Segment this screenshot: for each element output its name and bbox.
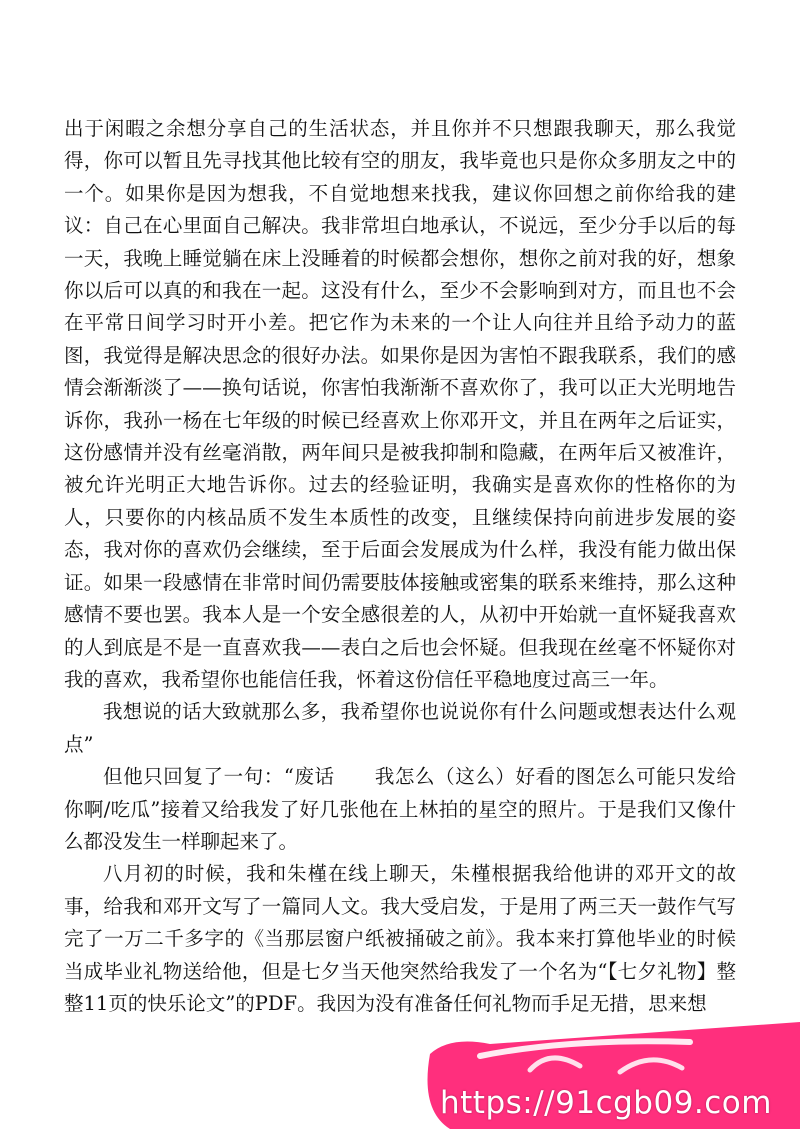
text-line: 在两年之后证实，这份感情并没有丝毫消散，两年间只是被我抑制和隐藏， bbox=[64, 408, 736, 465]
text-line: 整整11页的快乐论文”的PDF。我因为没有准备任何礼物而手足无措，思来想 bbox=[64, 959, 736, 1015]
text-line: 但他只回复了一句：“废话 我怎么（这么）好看的图怎么可能只发给你 bbox=[64, 765, 736, 821]
text-line: 系，我们的感情会渐渐淡了——换句话说，你害怕我渐渐不喜欢你了，我可 bbox=[64, 343, 736, 400]
text-line: 八月初的时候，我和朱槿在线上聊天，朱槿根据我给他讲的邓开文的故 bbox=[103, 862, 736, 886]
text-line: 事，给我和邓开文写了一篇同人文。我大受启发，于是用了两三天一鼓作气 bbox=[64, 894, 717, 918]
text-line: 喜欢你的性格你的为人，只要你的内核品质不发生本质性的改变，且继续保 bbox=[64, 473, 736, 529]
text-line: 么都没发生一样聊起来了。 bbox=[64, 829, 299, 853]
text-line: 啊/吃瓜”接着又给我发了好几张他在上林拍的星空的照片。于是我们又像什 bbox=[83, 797, 736, 821]
text-line: 疑。但我现在丝毫不怀疑你对我的喜欢，我希望你也能信任我，怀着这份信 bbox=[64, 635, 736, 691]
watermark bbox=[420, 1000, 800, 1129]
text-line: 好，想象你以后可以真的和我在一起。这没有什么，至少不会影响到对方， bbox=[64, 246, 736, 303]
text-line: 任平稳地度过高三一年。 bbox=[454, 667, 669, 691]
text-line: 予动力的蓝图，我觉得是解决思念的很好办法。如果你是因为害怕不跟我联 bbox=[64, 311, 736, 367]
text-line: 初中开始就一直怀疑我喜欢的人到底是不是一直喜欢我——表白之后也会怀 bbox=[64, 603, 736, 659]
paragraph bbox=[64, 761, 736, 858]
text-line: 候当成毕业礼物送给他，但是七夕当天他突然给我发了一个名为“【七夕礼物】 bbox=[64, 927, 736, 983]
watermark-url: https://91cgb09.com bbox=[440, 1085, 772, 1121]
text-line: 持向前进步发展的姿态，我对你的喜欢仍会继续，至于后面会发展成为什么 bbox=[64, 505, 736, 562]
paragraph bbox=[64, 858, 736, 1020]
text-line: 出于闲暇之余想分享自己的生活状态，并且你并不只想跟我聊天，那么我觉 bbox=[64, 117, 736, 140]
text-line: 我想说的话大致就那么多，我希望你也说说你有什么问题或想表达什么 bbox=[103, 700, 717, 724]
text-line: 样，我没有能力做出保证。如果一段感情在非常时间仍需要肢体接触或密集 bbox=[64, 538, 736, 594]
text-line: 建议：自己在心里面自己解决。我非常坦白地承认，不说远，至少分手以后 bbox=[64, 181, 736, 238]
paragraph bbox=[64, 113, 736, 696]
text-line: 观点” bbox=[64, 700, 736, 756]
text-line: 的联系来维持，那么这种感情不要也罢。我本人是一个安全感很差的人，从 bbox=[64, 570, 736, 627]
document-body bbox=[64, 113, 736, 1020]
text-line: 得，你可以暂且先寻找其他比较有空的朋友，我毕竟也只是你众多朋友之中 bbox=[64, 149, 717, 173]
text-line: 的一个。如果你是因为想我，不自觉地想来找我，建议你回想之前你给我的 bbox=[64, 149, 736, 205]
paragraph bbox=[64, 696, 736, 761]
text-line: 在两年后又被准许，被允许光明正大地告诉你。过去的经验证明，我确实是 bbox=[64, 441, 736, 497]
text-line: 而且也不会在平常日间学习时开小差。把它作为未来的一个让人向往并且给 bbox=[64, 279, 736, 335]
text-line: 以正大光明地告诉你，我孙一杨在七年级的时候已经喜欢上你邓开文，并且 bbox=[64, 376, 736, 432]
text-line: 的每一天，我晚上睡觉躺在床上没睡着的时候都会想你，想你之前对我的 bbox=[64, 214, 736, 270]
text-line: 写完了一万二千多字的《当那层窗户纸被捅破之前》。我本来打算他毕业的时 bbox=[64, 894, 736, 951]
